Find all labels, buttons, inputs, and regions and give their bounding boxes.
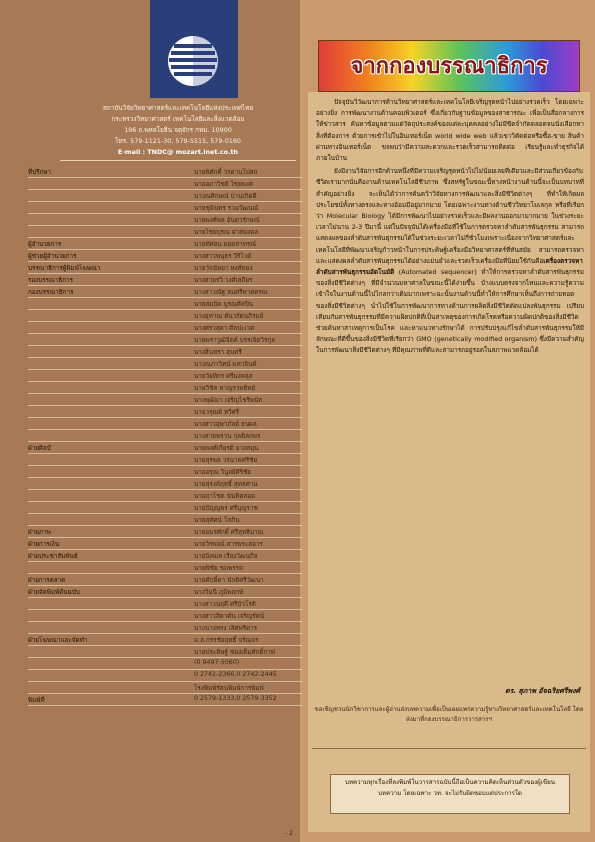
staff-name: นายทัศยน ยอดสาทรณ์ bbox=[194, 241, 256, 248]
row-divider bbox=[28, 249, 302, 250]
row-divider bbox=[28, 693, 302, 694]
staff-row bbox=[28, 215, 302, 226]
staff-row bbox=[28, 443, 302, 454]
staff-row bbox=[28, 251, 302, 262]
row-divider bbox=[28, 309, 302, 310]
row-divider bbox=[28, 333, 302, 334]
disclaimer-box: บทความทุกเรื่องที่ลงพิมพ์ในวารสารฉบับนี้ถือเป็นความคิดเห็นส่วนตัวของผู้เขียนบทความ โดยเฉพาะ วท. จะไม่รับผิดชอบแต่ประการใด bbox=[330, 774, 570, 814]
staff-name: นายประดิษฐ์ ช่องเต็มศักดิ์กาฬ bbox=[194, 649, 276, 656]
row-divider bbox=[28, 621, 302, 622]
staff-name: นายวิรพจน์ สารพระสอาร bbox=[194, 541, 263, 548]
staff-row bbox=[28, 479, 302, 490]
staff-row bbox=[28, 551, 302, 562]
row-divider bbox=[28, 513, 302, 514]
row-divider bbox=[28, 561, 302, 562]
staff-name: นายอรุณ วิบูลย์ศิริชัย bbox=[194, 469, 251, 476]
staff-row bbox=[28, 635, 302, 646]
staff-name: นายฤาโชต นันทิดลอด bbox=[194, 493, 256, 500]
staff-row bbox=[28, 539, 302, 550]
staff-role-label: ผู้อำนวยการ bbox=[28, 241, 62, 248]
staff-row bbox=[28, 623, 302, 634]
institution-ministry: กระทรวงวิทยาศาสตร์ เทคโนโลยีและสิ่งแวดล้อม bbox=[111, 115, 245, 123]
staff-role-label: ฝ่ายภาพ bbox=[28, 529, 51, 536]
row-divider bbox=[28, 597, 302, 598]
page-number: - 2 bbox=[285, 830, 293, 837]
row-divider bbox=[28, 321, 302, 322]
staff-row bbox=[28, 227, 302, 238]
staff-name: (0 9497-5060) bbox=[194, 659, 240, 666]
staff-name: ม.ล.กรรชัยฤทธิ์ จรัณจร bbox=[194, 637, 259, 644]
invitation-note: ขอเชิญชวนนักวิชาการและผู้อ่านส่งบทความเพื่อเป็นเผยแพร่ความรู้ทางวิทยาศาสตร์และเทคโนโลยี โดยส่งมาที่กองบรรณาธิการวารสารฯ bbox=[314, 706, 584, 723]
row-divider bbox=[28, 369, 302, 370]
row-divider bbox=[28, 705, 302, 706]
staff-row bbox=[28, 179, 302, 190]
staff-row bbox=[28, 395, 302, 406]
staff-name: นางสินทรา สุนทรี bbox=[194, 349, 242, 356]
row-divider bbox=[28, 213, 302, 214]
staff-row bbox=[28, 527, 302, 538]
row-divider bbox=[28, 345, 302, 346]
staff-row bbox=[28, 647, 302, 658]
staff-name: นางวิมนี ภูมิพฤกษ์ bbox=[194, 589, 244, 596]
row-divider bbox=[28, 585, 302, 586]
staff-role-label: กองบรรณาธิการ bbox=[28, 289, 74, 296]
row-divider bbox=[28, 633, 302, 634]
staff-name: นายไชยบุรณ ฝาสมงคล bbox=[194, 229, 259, 236]
staff-name: โรงพิมพ์รัตนพิมพ์การพิมพ์ bbox=[194, 685, 264, 692]
staff-name: นางสาวนฤตี ศรีบัวโรติ bbox=[194, 601, 256, 608]
staff-row bbox=[28, 587, 302, 598]
row-divider bbox=[28, 477, 302, 478]
institution-info bbox=[60, 103, 296, 158]
staff-role-label: ฝ่ายศิลป์ bbox=[28, 445, 51, 452]
staff-name: นายอมรศักดิ์ ศรีสุทธิมาณ bbox=[194, 529, 264, 536]
staff-row bbox=[28, 419, 302, 430]
staff-row bbox=[28, 575, 302, 586]
row-divider bbox=[28, 681, 302, 682]
row-divider bbox=[28, 201, 302, 202]
staff-row bbox=[28, 203, 302, 214]
row-divider bbox=[28, 405, 302, 406]
row-divider bbox=[28, 285, 302, 286]
staff-name: นางณภาวิทน์ มหาจินต์ bbox=[194, 361, 257, 368]
staff-row bbox=[28, 371, 302, 382]
staff-name: นายศักดิ์ดา นักติศรีวัฒนา bbox=[194, 577, 264, 584]
row-divider bbox=[28, 429, 302, 430]
staff-role-label: ฝ่ายประชาสัมพันธ์ bbox=[28, 553, 78, 560]
staff-role-label: ฝ่ายการตลาด bbox=[28, 577, 66, 584]
staff-name: นายนิคมล เรียงวัฒนกิจ bbox=[194, 553, 258, 560]
staff-row bbox=[28, 659, 302, 670]
staff-name: นางสาวณัฐ สมศรีทาตตรณ bbox=[194, 289, 268, 296]
institute-logo-icon bbox=[166, 34, 220, 88]
staff-row bbox=[28, 287, 302, 298]
staff-name: นายพงศ์เกียรติ ยวงสมุน bbox=[194, 445, 259, 452]
staff-name: นางสาวสิตาตัน เจริญรัตน์ bbox=[194, 613, 265, 620]
staff-name: นางสาวอุษาภัลย์ ธนผล bbox=[194, 421, 257, 428]
editorial-paragraph: ปัจจุบันวิวัฒนาการด้านวิทยาศาสตร์และเทคโนโลยีเจริญรุดหน้าไปอย่างรวดเร็ว โดยเฉพาะอย่างยิ่ง การพัฒนางานด้านคอมพิวเตอร์ ซึ่งเกี่ยวกับฐานข้อมูลของสาธารณะ เพื่อเป็นสื่อกลางการให้ข่าวสาร ค้นหาข้อมูลตามแต่วัตถุประสงค์ของแต่ละบุคคลอย่างไม่มีขีดจำกัดตลอดจนนั่งเลือกหาสิ่งที่ต้องการ ด้วยการเข้าไปในอินเทอร์เน็ต world wide web แล้วเขาวิตัดต่อหรือซื้อ-ขาย สินค้าผ่านทางอินเทอร์เน็ต ขจพบว่ามีความสะดวกและรวดเร็วสามารถติดต่อ เรียนรู้และทำธุรกิจได้ภายในบ้าน bbox=[316, 98, 584, 163]
staff-row bbox=[28, 599, 302, 610]
staff-role-label: ฝ่ายจัดพิมพ์ต้นฉบับ bbox=[28, 589, 80, 596]
staff-name: นายวิชิต หาญรวทธิทย์ bbox=[194, 385, 256, 392]
row-divider bbox=[28, 501, 302, 502]
editorial-paragraph bbox=[316, 166, 584, 356]
staff-role-label: ฝ่ายการเงิน bbox=[28, 541, 60, 548]
divider bbox=[60, 160, 296, 161]
row-divider bbox=[28, 261, 302, 262]
staff-name: นางนางทรง เลิศพรีดาร bbox=[194, 625, 257, 632]
staff-row bbox=[28, 671, 302, 682]
staff-name: นายสมบิต บูรณศิลปิน bbox=[194, 301, 253, 308]
staff-row bbox=[28, 611, 302, 622]
staff-row bbox=[28, 467, 302, 478]
staff-row bbox=[28, 383, 302, 394]
row-divider bbox=[28, 453, 302, 454]
institution-name: สถาบันวิจัยวิทยาศาสตร์และเทคโนโลยีแห่งประเทศไทย bbox=[102, 104, 254, 112]
staff-name: นางณศิกษณ์ ปานเกิดดี bbox=[194, 193, 257, 200]
staff-row bbox=[28, 347, 302, 358]
staff-row bbox=[28, 515, 302, 526]
staff-name: นางสายพรวน กุลดิลกพร bbox=[194, 433, 261, 440]
staff-role-label: ผู้ช่วยผู้อำนวยการ bbox=[28, 253, 77, 260]
staff-row bbox=[28, 275, 302, 286]
row-divider bbox=[28, 417, 302, 418]
staff-role-label: บรรณาธิการผู้พิมพ์โฆษณา bbox=[28, 265, 101, 272]
staff-role-label: รองบรรณาธิการ bbox=[28, 277, 73, 284]
staff-row bbox=[28, 491, 302, 502]
row-divider bbox=[28, 525, 302, 526]
staff-name: นายพงศ์พล อันดวรักษณ์ bbox=[194, 217, 260, 224]
editorial-bold-term: เครื่องตรวจหาลำดับสารพันธุกรรมอัตโนมัติ bbox=[316, 256, 583, 277]
staff-role-label: ที่ปรึกษา bbox=[28, 169, 52, 176]
staff-name: นายพราวูฒิจิตต์ บรรเจิดวิรกุล bbox=[194, 337, 275, 344]
row-divider bbox=[28, 441, 302, 442]
row-divider bbox=[28, 465, 302, 466]
row-divider bbox=[28, 177, 302, 178]
staff-row bbox=[28, 311, 302, 322]
staff-name: นายชุมินทร รวมวัฒนณ์ bbox=[194, 205, 259, 212]
row-divider bbox=[28, 609, 302, 610]
staff-row bbox=[28, 683, 302, 694]
staff-row bbox=[28, 455, 302, 466]
row-divider bbox=[28, 273, 302, 274]
staff-name: นายปัญญพร ศรีบุญราช bbox=[194, 505, 258, 512]
staff-row bbox=[28, 239, 302, 250]
row-divider bbox=[28, 297, 302, 298]
staff-name: นายอภาวิชย์ ไชยพงศ bbox=[194, 181, 253, 188]
staff-name: นายพิศักดิ์ วรดานโปสถ bbox=[194, 169, 258, 176]
staff-role-label: พิมพ์ที่ bbox=[28, 697, 45, 704]
staff-row bbox=[28, 167, 302, 178]
staff-name: นางพุฒิมา เจริญไชรีพนัส bbox=[194, 397, 263, 404]
staff-name: นายสุรพล วรนาคศรีชัย bbox=[194, 457, 258, 464]
editorial-body bbox=[316, 97, 584, 671]
staff-row bbox=[28, 335, 302, 346]
staff-name: นายสุทัศน์ โสภิน bbox=[194, 517, 240, 524]
editor-signature: ดร. สุภาพ อัจฉริยศรีพงศ์ bbox=[505, 687, 580, 695]
staff-name: นางสาวพนุธร วิริไวด์ bbox=[194, 253, 252, 260]
editorial-title: จากกองบรรณาธิการ bbox=[350, 53, 548, 79]
row-divider bbox=[28, 489, 302, 490]
row-divider bbox=[28, 393, 302, 394]
staff-name: นายวัจนัษยา หงส์ทอง bbox=[194, 265, 253, 272]
staff-row bbox=[28, 359, 302, 370]
staff-row bbox=[28, 563, 302, 574]
staff-name: นางสายรวิ วงศ์เสถียร bbox=[194, 277, 253, 284]
row-divider bbox=[28, 357, 302, 358]
staff-role-label: ฝ่ายโฆษณาและจัดทำ bbox=[28, 637, 88, 644]
staff-row bbox=[28, 695, 302, 706]
institution-phone: โทร. 579-1121-30, 579-5515, 579-0160 bbox=[114, 137, 241, 145]
staff-row bbox=[28, 191, 302, 202]
staff-name: นายวัยทิกร ศรีมงคลุล bbox=[194, 373, 253, 380]
staff-row bbox=[28, 299, 302, 310]
row-divider bbox=[28, 225, 302, 226]
row-divider bbox=[28, 381, 302, 382]
staff-name: นางศรวสุดา ศิลปะเวศ bbox=[194, 325, 255, 332]
row-divider bbox=[28, 549, 302, 550]
row-divider bbox=[28, 537, 302, 538]
staff-name: นายสุรงค์ฤทธิ์ สุทธศาน bbox=[194, 481, 258, 488]
staff-row bbox=[28, 263, 302, 274]
staff-row bbox=[28, 503, 302, 514]
staff-name: 0 2579-1333,0 2579-3352 bbox=[194, 695, 277, 702]
row-divider bbox=[28, 237, 302, 238]
institution-address: 196 ถ.พหลโยธิน จตุจักร กทม. 10900 bbox=[124, 126, 232, 134]
row-divider bbox=[28, 189, 302, 190]
editorial-text: ยังมีงานวิจัยการอีกด้านหนึ่งที่มีความเจริญรุดหน้าไปไม่น้อยเลยที่เดียวและมีส่วนเกี่ยวข้องกับชีวิตเรามากนั่นคืองานด้านเทคโนโลยีชีวภาพ ซึ่งสหรัฐในขณะนี้ทางหน้างานด้านนี้จะเป็นบทบาทที่สำคัญอย่างยิ่ง จะเห็นได้ว่าการค้นคว้าวิจัยทางการพัฒนาและสิ่งมีชีวิตต่างๆ ที่ทำให้เกิดผลประโยชน์ทั้งทางตรงและทางอ้อมมีอยู่มากมาย โดยเฉพาะงานทางด้านชีววิทยาโมเลกุล หรือที่เรียกว่า Molecular Biology ได้มีการพัฒนาไปอย่างรวดเร็วและมีผลงานออกมามากมาย ในช่วงระยะเวลาไม่นาน 2-3 ปีมานี้ แต่ในปัจจุบันได้เครื่องมือที่ใช้ในการตรวจหาลำดับสารพันธุกรรม สามารถแสดงผลของลำดับสารพันธุกรรมได้ในช่วงระยะเวลาไม่กี่ชั่วโมงเพราะเนื่องจากวิทยาศาสตร์และเทคโนโลยีที่พัฒนาเจริญก้าวหน้าในการประดิษฐ์เครื่องมือวิทยาศาสตร์ที่ทันสมัย สามารถตรวจหาและแสดงผลลำดับสารพันธุกรรมได้อย่างแม่นยำและรวดเร็วเครื่องมือที่นิยมใช้กันคือ bbox=[316, 167, 584, 265]
row-divider bbox=[28, 657, 302, 658]
staff-row bbox=[28, 407, 302, 418]
divider bbox=[312, 748, 586, 749]
staff-name: 0 2742-2366,0 2742-2445 bbox=[194, 671, 277, 678]
row-divider bbox=[28, 645, 302, 646]
institution-email: E-mail : TNDC@ mozart.inet.co.th bbox=[117, 148, 239, 156]
row-divider bbox=[28, 573, 302, 574]
staff-name: นายวรุณย์ ทวีศรี bbox=[194, 409, 240, 416]
row-divider bbox=[28, 669, 302, 670]
staff-row bbox=[28, 323, 302, 334]
staff-row bbox=[28, 431, 302, 442]
staff-name: นางอุทาณ ตันวรัตนภิรมย์ bbox=[194, 313, 264, 320]
editorial-text: (Automated sequencer) ทำให้การตรวจหาลำดับสารพันธุกรรมของสิ่งมีชีวิตต่างๆ ที่มีจำนวนมหาศาลในขณะนี้ได้ง่ายขึ้น บ้างแบบตรงจากไหนและความรู้ความเข้าใจในงานด้านนี้ไปไกลกว่าเดิมมากเพราะฉะนั้นงานด้านนี้ทำให้การศึกษาเห็นถึงการถ่ายทอดของสิ่งมีชีวิตต่างๆ นำไปใช้ในการพัฒนาการทางด้านการผลิตสิ่งมีชีวิตดัดแปลงพันธุกรรม เปรียบเทียบกับสารพันธุกรรมที่มีความผิดปกติที่เป็นสาเหตุของการเกิดโรคหรือความผิดปกติของสิ่งมีชีวิต ช่วยค้นหาสาเหตุการเป็นโรค และหาแนวทางรักษาได้ การปรับปรุงแก้ไขลำดับสารพันธุกรรมให้มีลักษณะที่ดีขึ้นของสิ่งมีชีวิตที่เรียกว่า GMO (genetically modified organism) ซึ่งมีความสำคัญในการพัฒนาสิ่งมีชีวิตต่างๆ ที่มีคุณภาพที่ดีและสามารถอยู่รอดในสภาพแวดล้อมได้ bbox=[316, 268, 584, 355]
staff-name: นายพิชัย ชมพรรค bbox=[194, 565, 244, 572]
